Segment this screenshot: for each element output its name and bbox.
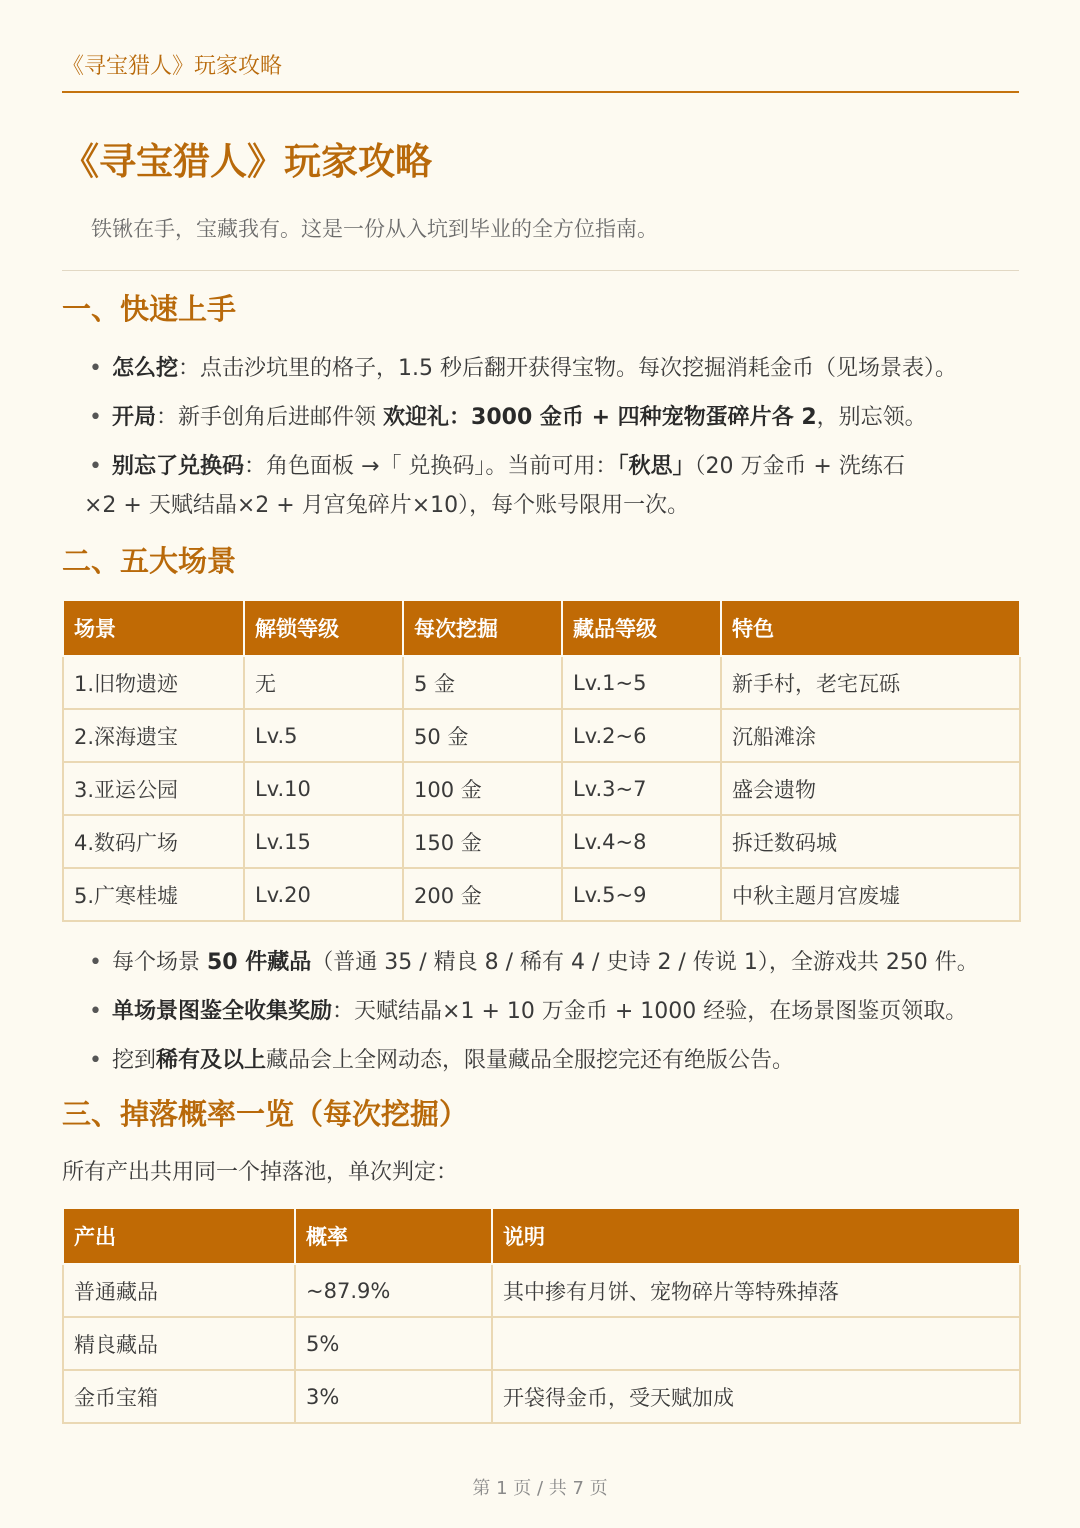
item-text: （普通 35 / 精良 8 / 稀有 4 / 史诗 2 / 传说 1），全游戏共 250 件。 [311,950,979,975]
bullet-icon: • [89,356,102,381]
table-header-row [63,1208,1020,1264]
table-cell: 金币宝箱 [63,1370,295,1423]
table-cell: ~87.9% [295,1264,492,1317]
table-cell: Lv.5~9 [562,868,721,921]
item-text: ：天赋结晶×1 + 10 万金币 + 1000 经验，在场景图鉴页领取。 [332,999,968,1024]
list-item [62,398,1057,437]
bullet-icon: • [89,405,102,430]
bullet-icon: • [89,1048,102,1073]
table-cell: 无 [244,656,403,709]
column-header: 说明 [492,1208,1020,1264]
section-heading-drop-rates: 三、掉落概率一览（每次挖掘） [62,1097,469,1131]
table-cell: 2.深海遗宝 [63,709,244,762]
bullet-icon: • [89,950,102,975]
list-item [62,992,1057,1031]
column-header: 场景 [63,600,244,656]
table-row [63,709,1020,762]
column-header: 概率 [295,1208,492,1264]
list-item [62,349,1057,388]
section-heading-scenes: 二、五大场景 [62,544,237,578]
table-cell: 200 金 [403,868,562,921]
page-number: 第 1 页 / 共 7 页 [472,1478,608,1499]
table-row [63,1370,1020,1423]
list-item [62,943,1057,982]
table-cell: Lv.4~8 [562,815,721,868]
quick-start-list [62,349,1057,486]
scenes-table [62,599,1021,922]
table-cell: 150 金 [403,815,562,868]
table-cell: 5.广寒桂墟 [63,868,244,921]
item-text: ：点击沙坑里的格子，1.5 秒后翻开获得宝物。每次挖掘消耗金币（见场景表）。 [178,356,957,381]
table-cell: 5 金 [403,656,562,709]
table-cell: 盛会遗物 [721,762,1020,815]
table-cell: 100 金 [403,762,562,815]
table-cell: 3.亚运公园 [63,762,244,815]
table-row [63,762,1020,815]
item-text: 每个场景 [112,950,207,975]
item-highlight: 单场景图鉴全收集奖励 [112,999,333,1024]
table-row [63,1317,1020,1370]
column-header: 特色 [721,600,1020,656]
column-header: 解锁等级 [244,600,403,656]
column-header: 每次挖掘 [403,600,562,656]
table-cell: Lv.3~7 [562,762,721,815]
item-label: 怎么挖 [112,356,179,381]
document-title: 《寻宝猎人》玩家攻略 [62,140,432,183]
table-row [63,656,1020,709]
item-highlight: 稀有及以上 [156,1048,267,1073]
item-text: （20 万金币 + 洗练石 [694,454,905,479]
table-row [63,1264,1020,1317]
item-text: 藏品会上全网动态，限量藏品全服挖完还有绝版公告。 [266,1048,795,1073]
table-cell: 1.旧物遗迹 [63,656,244,709]
item-label: 别忘了兑换码 [112,454,245,479]
item-highlight: 50 件藏品 [207,950,312,975]
section-heading-quick-start: 一、快速上手 [62,292,237,326]
scenes-notes-list [62,943,1057,1090]
table-cell: 50 金 [403,709,562,762]
column-header: 产出 [63,1208,295,1264]
table-cell: Lv.5 [244,709,403,762]
table-header-row [63,600,1020,656]
item-text: 挖到 [112,1048,157,1073]
running-header: 《寻宝猎人》玩家攻略 [62,50,1019,93]
drop-rate-table [62,1207,1021,1424]
table-cell: 新手村，老宅瓦砾 [721,656,1020,709]
table-cell: 普通藏品 [63,1264,295,1317]
table-cell: 拆迁数码城 [721,815,1020,868]
bullet-icon: • [89,999,102,1024]
item-continuation: ×2 + 天赋结晶×2 + 月宫兔碎片×10），每个账号限用一次。 [84,493,690,518]
item-highlight: 「秋思」 [617,454,695,479]
table-cell: 沉船滩涂 [721,709,1020,762]
table-cell: Lv.2~6 [562,709,721,762]
table-cell: Lv.10 [244,762,403,815]
item-text: ，别忘领。 [816,405,927,430]
table-cell: Lv.20 [244,868,403,921]
column-header: 藏品等级 [562,600,721,656]
item-label: 开局 [112,405,157,430]
table-cell [492,1317,1020,1370]
table-cell: 3% [295,1370,492,1423]
table-cell: Lv.15 [244,815,403,868]
item-highlight: 欢迎礼：3000 金币 + 四种宠物蛋碎片各 2 [383,405,817,430]
table-cell: 精良藏品 [63,1317,295,1370]
bullet-icon: • [89,454,102,479]
item-text: ：新手创角后进邮件领 [156,405,384,430]
table-row [63,815,1020,868]
table-cell: 5% [295,1317,492,1370]
table-cell: Lv.1~5 [562,656,721,709]
table-cell: 开袋得金币，受天赋加成 [492,1370,1020,1423]
list-item [62,447,1057,486]
document-subtitle: 铁锹在手，宝藏我有。这是一份从入坑到毕业的全方位指南。 [91,217,658,241]
table-cell: 4.数码广场 [63,815,244,868]
divider [62,270,1019,271]
section-intro: 所有产出共用同一个掉落池，单次判定： [62,1160,459,1185]
table-cell: 中秋主题月宫废墟 [721,868,1020,921]
list-item [62,1041,1057,1080]
item-text: ：角色面板 →「 兑换码」。当前可用： [244,454,618,479]
table-cell: 其中掺有月饼、宠物碎片等特殊掉落 [492,1264,1020,1317]
table-row [63,868,1020,921]
